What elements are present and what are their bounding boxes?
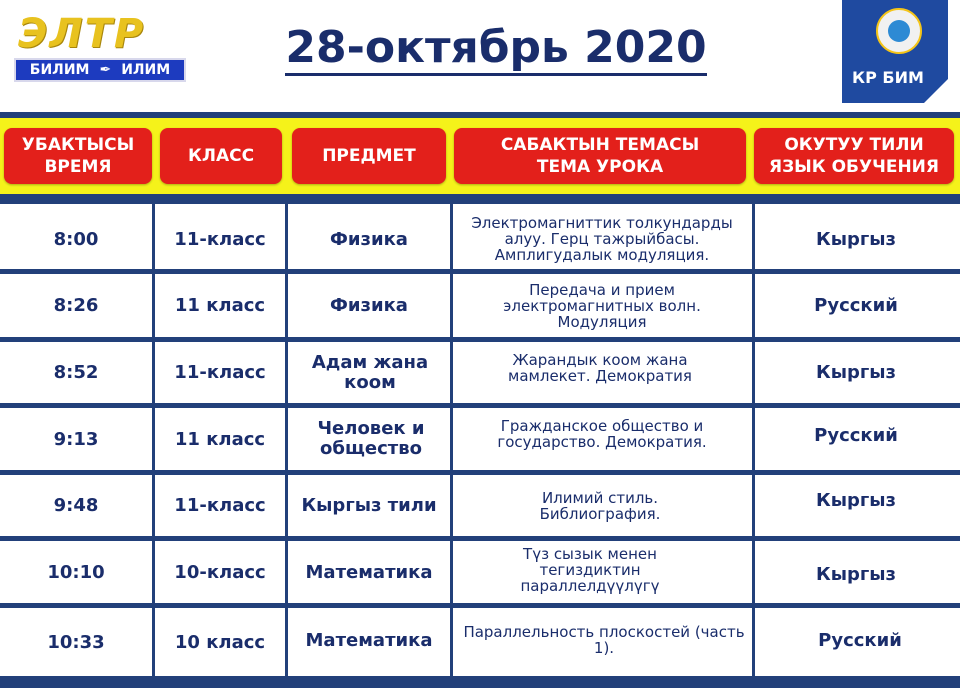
table-row-3-time: 8:52 [53,362,99,383]
table-row-7-subject: Математика [305,629,433,651]
table-row-4-class: 11 класс [174,428,266,450]
table-row-3-class: 11-класс [174,362,266,383]
column-divider [752,204,755,676]
table-row-2-subject: Физика [330,295,408,316]
table-row-1-language: Кыргыз [815,228,896,250]
logo-left-word: БИЛИМ [29,62,90,78]
table-row-3-topic: Жарандык коом жана мамлекет. Демократия [508,351,692,385]
header-language: ОКУТУУ ТИЛИ ЯЗЫК ОБУЧЕНИЯ [754,128,954,184]
table-row-5-subject: Кыргыз тили [301,495,437,516]
table-row-4-topic: Гражданское общество и государство. Демократия. [497,417,707,451]
table-row-1-class: 11-класс [174,228,266,250]
table-row-5-language: Кыргыз [815,490,896,511]
table-row-6-topic: Түз сызык менен тегиздиктин параллелдүүлүгү [520,545,660,595]
header-topic: САБАКТЫН ТЕМАСЫ ТЕМА УРОКА [454,128,746,184]
feather-icon: ✒ [99,62,112,78]
table-row-4-time: 9:13 [53,428,99,450]
table-row-1-topic: Электромагниттик толкундарды алуу. Герц тажрыйбасы. Амплигудалык модуляция. [471,214,733,264]
table-row-4-subject: Человек и общество [317,418,425,459]
table-bottom-border [0,676,960,688]
table-row-6-language: Кыргыз [815,563,896,585]
table-row-4-language: Русский [814,424,898,446]
header-subject: ПРЕДМЕТ [292,128,446,184]
table-row-7-time: 10:33 [47,631,105,653]
state-seal-icon [876,8,922,54]
header-class: КЛАСС [160,128,282,184]
table-row-5-topic: Илимий стиль. Библиография. [539,488,661,523]
header-bottom-border [0,194,960,204]
header-time: УБАКТЫСЫ ВРЕМЯ [4,128,152,184]
table-row-5-time: 9:48 [53,495,99,516]
logo-title: ЭЛТР [18,11,146,57]
ministry-emblem [842,0,948,103]
table-row-2-class: 11 класс [174,295,266,316]
table-row-3-subject: Адам жана коом [311,351,429,393]
emblem-label: КР БИМ [852,68,924,87]
table-row-6-time: 10:10 [47,561,105,583]
table-row-1-time: 8:00 [53,228,99,250]
page-title: 28-октябрь 2020 [0,18,960,78]
table-row-2-language: Русский [814,295,898,316]
table-row-6-class: 10-класс [174,561,266,583]
table-row-3-language: Кыргыз [815,362,896,383]
table-row-1-subject: Физика [330,228,408,250]
table-row-7-topic: Параллельность плоскостей (часть 1). [463,623,745,657]
table-row-2-topic: Передача и прием электромагнитных волн. Модуляция [503,280,701,331]
table-row-2-time: 8:26 [53,295,99,316]
table-row-6-subject: Математика [305,561,433,583]
table-row-7-language: Русский [818,629,902,651]
table-row-5-class: 11-класс [174,495,266,516]
table-row-7-class: 10 класс [174,631,266,653]
column-divider [450,204,453,676]
logo-right-word: ИЛИМ [121,62,171,78]
